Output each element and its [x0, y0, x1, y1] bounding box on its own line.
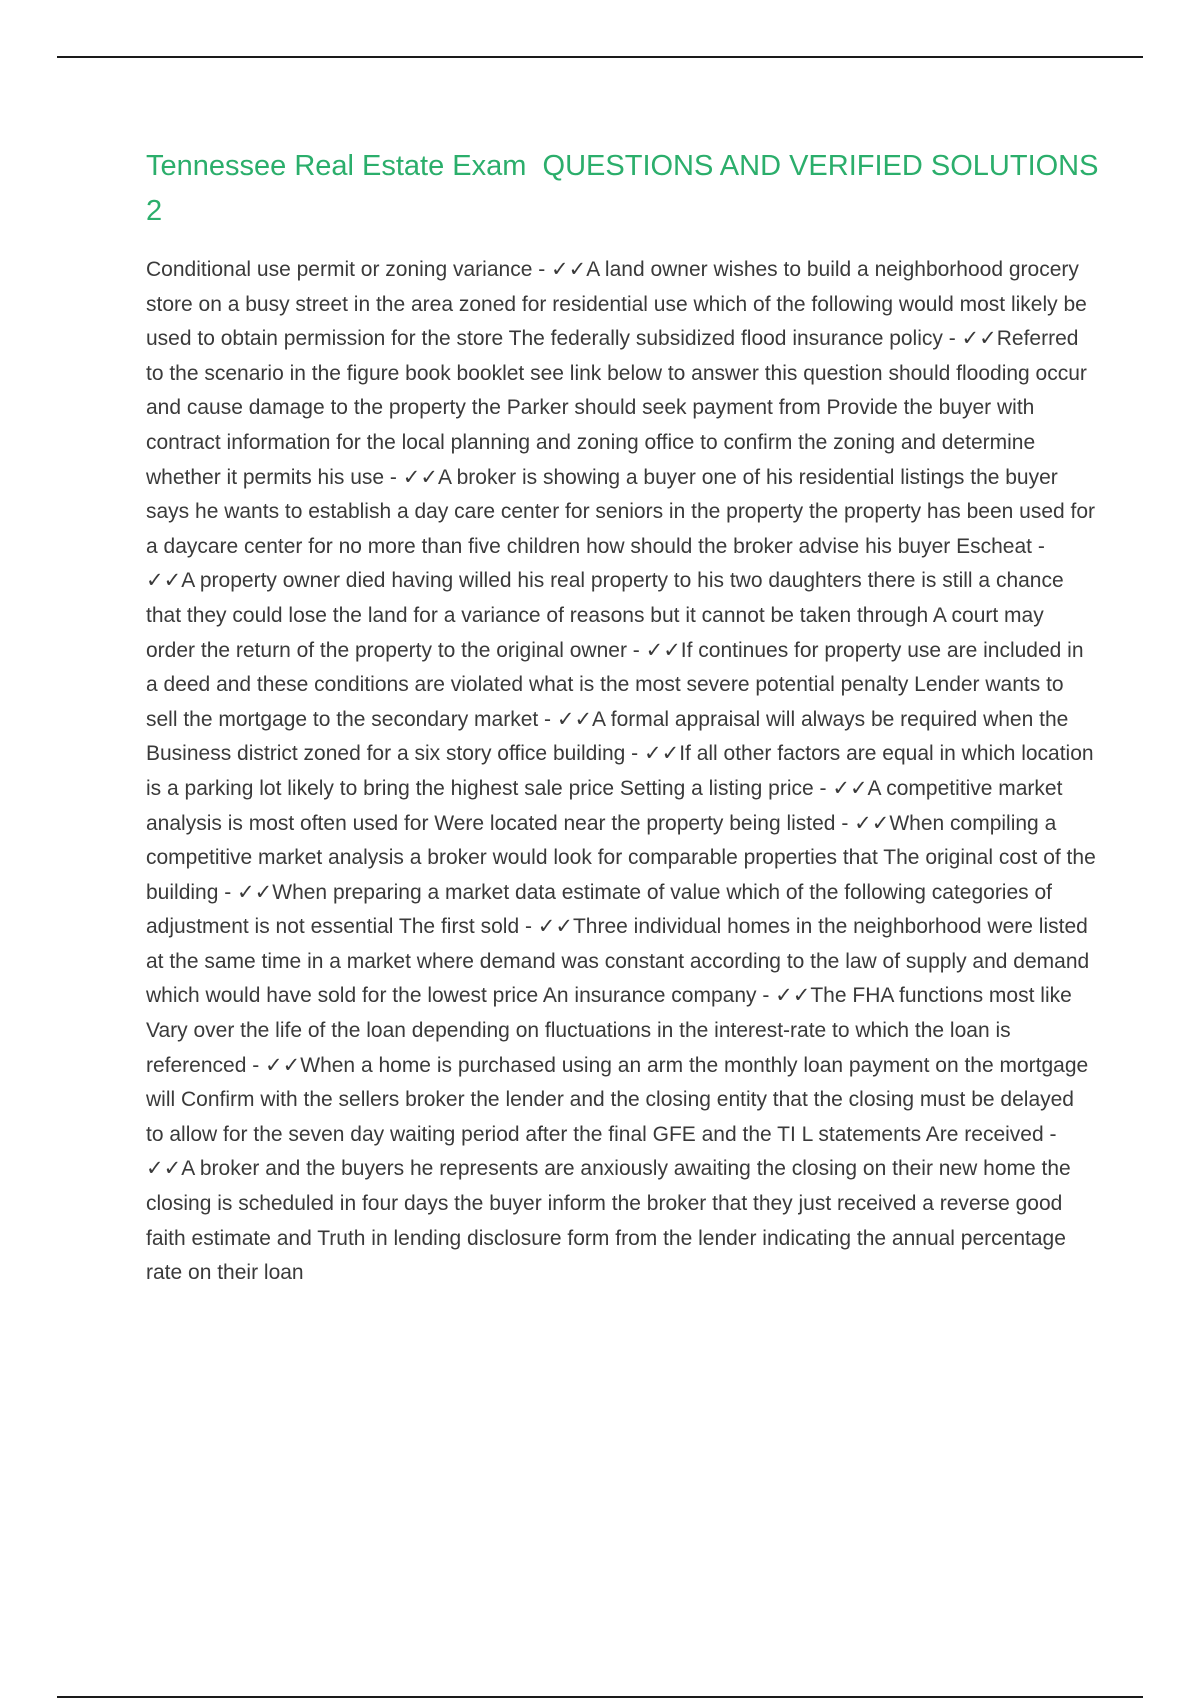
- page-title: Tennessee Real Estate Exam QUESTIONS AND VERIFIED SOLUTIONS 2: [146, 150, 1107, 227]
- header-rule: [57, 56, 1143, 58]
- body-text: Conditional use permit or zoning variance - ✓✓A land owner wishes to build a neighborhood grocery store on a busy street in the area zoned for residential use which of the following would most likely be used to obtain permission for the store The federally subsidized flood insurance policy - ✓✓Referred to the scenario in the figure book booklet see link below to answer this question should flooding occur and cause damage to the property the Parker should seek payment from Provide the buyer with contract information for the local planning and zoning office to confirm the zoning and determine whether it permits his use - ✓✓A broker is showing a buyer one of his residential listings the buyer says he wants to establish a day care center for seniors in the property the property has been used for a daycare center for no more than five children how should the broker advise his buyer Escheat - ✓✓A property owner died having willed his real property to his two daughters there is still a chance that they could lose the land for a variance of reasons but it cannot be taken through A court may order the return of the property to the original owner - ✓✓If continues for property use are included in a deed and these conditions are violated what is the most severe potential penalty Lender wants to sell the mortgage to the secondary market - ✓✓A formal appraisal will always be required when the Business district zoned for a six story office building - ✓✓If all other factors are equal in which location is a parking lot likely to bring the highest sale price Setting a listing price - ✓✓A competitive market analysis is most often used for Were located near the property being listed - ✓✓When compiling a competitive market analysis a broker would look for comparable properties that The original cost of the building - ✓✓When preparing a market data estimate of value which of the following categories of adjustment is not essential The first sold - ✓✓Three individual homes in the neighborhood were listed at the same time in a market where demand was constant according to the law of supply and demand which would have sold for the lowest price An insurance company - ✓✓The FHA functions most like Vary over the life of the loan depending on fluctuations in the interest-rate to which the loan is referenced - ✓✓When a home is purchased using an arm the monthly loan payment on the mortgage will Confirm with the sellers broker the lender and the closing entity that the closing must be delayed to allow for the seven day waiting period after the final GFE and the TI L statements Are received - ✓✓A broker and the buyers he represents are anxiously awaiting the closing on their new home the closing is scheduled in four days the buyer inform the broker that they just received a reverse good faith estimate and Truth in lending disclosure form from the lender indicating the annual percentage rate on their loan: [146, 258, 1096, 1285]
- footer-rule: [57, 1696, 1143, 1698]
